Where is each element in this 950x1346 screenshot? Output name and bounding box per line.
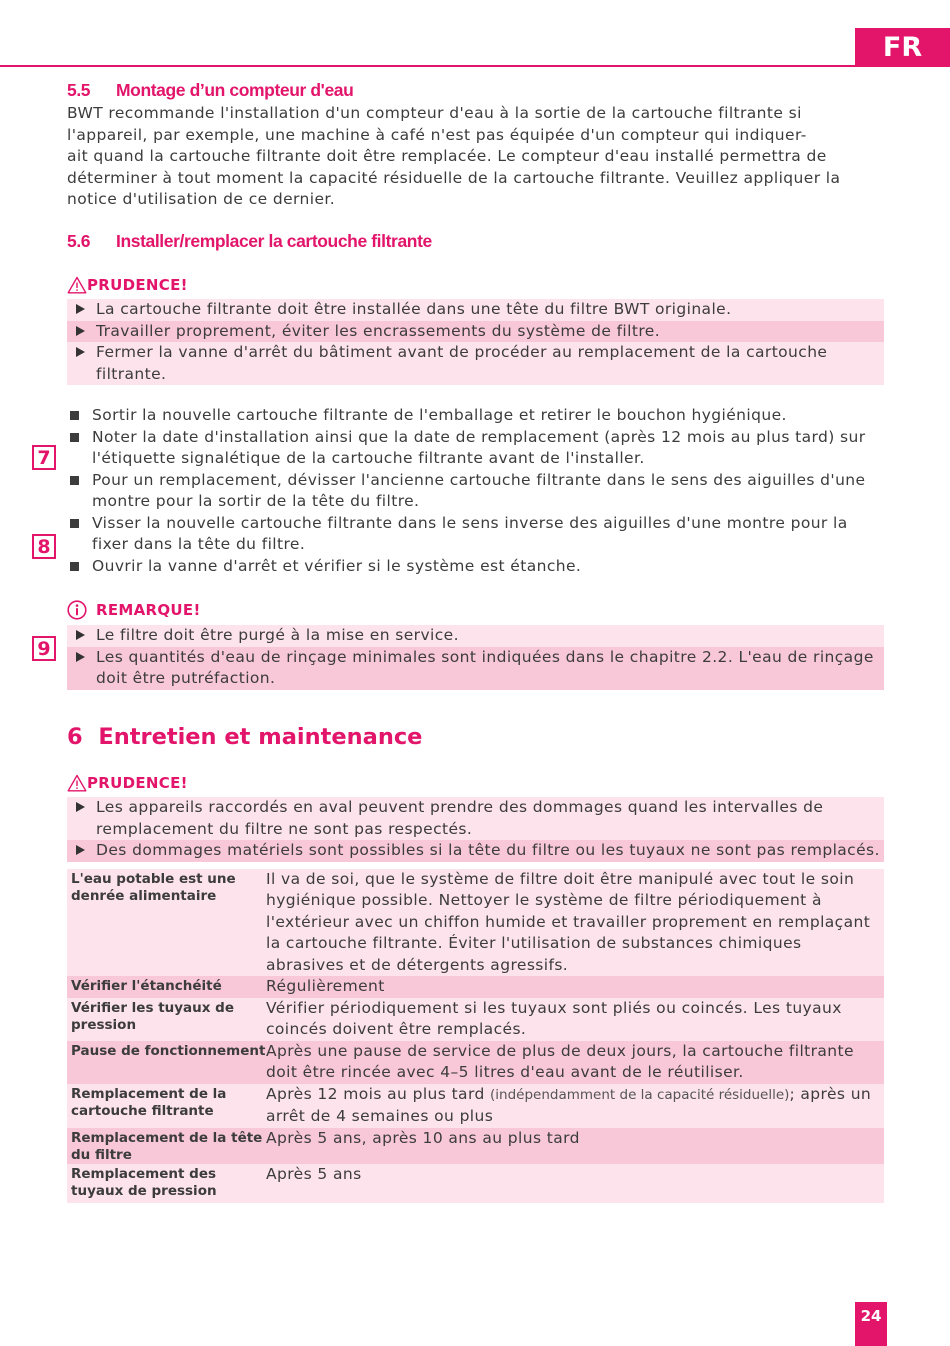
chapter-6 bbox=[67, 724, 884, 750]
note-box-5-6 bbox=[67, 600, 884, 690]
info-icon bbox=[67, 600, 87, 620]
page-number: 24 bbox=[855, 1302, 887, 1346]
table-row bbox=[67, 869, 884, 977]
triangle-bullet-icon bbox=[76, 652, 85, 662]
table-value: Régulièrement bbox=[266, 977, 385, 995]
triangle-bullet-icon bbox=[76, 326, 85, 336]
table-value: Vérifier périodiquement si les tuyaux sont pliés ou coincés. Les tuyaux coincés doivent être remplacés. bbox=[266, 998, 842, 1038]
table-value: Il va de soi, que le système de filtre doit être manipulé avec tout le soin hygiénique possible. Nettoyer le système de filtre périodiquement à l'extérieur avec un chiffon humide et travailler proprement en remplaçant la cartouche filtrante. Éviter l'utilisation de substances chimiques abrasives et de détergents agressifs. bbox=[266, 869, 871, 974]
figure-ref-8: 8 bbox=[32, 534, 56, 559]
warning-icon bbox=[67, 774, 87, 792]
table-value: Après 5 ans bbox=[266, 1164, 362, 1183]
maintenance-table bbox=[67, 869, 884, 1203]
triangle-bullet-icon bbox=[76, 802, 85, 812]
text-line: BWT recommande l'installation d'un compteur d'eau à la sortie de la cartouche filtrante si bbox=[67, 104, 802, 122]
caution-item: Fermer la vanne d'arrêt du bâtiment avant de procéder au remplacement de la cartouche filtrante. bbox=[67, 342, 884, 385]
section-5-6 bbox=[67, 231, 884, 252]
language-tab: FR bbox=[855, 28, 950, 67]
caution-item: La cartouche filtrante doit être installée dans une tête du filtre BWT originale. bbox=[67, 299, 884, 321]
warning-icon bbox=[67, 276, 87, 294]
caution-item: Des dommages matériels sont possibles si la tête du filtre ou les tuyaux ne sont pas remplacés. bbox=[67, 840, 884, 862]
step-item: Visser la nouvelle cartouche filtrante dans le sens inverse des aiguilles d'une montre pour la fixer dans la tête du filtre. bbox=[67, 513, 884, 556]
section-title: Montage d’un compteur d'eau bbox=[116, 80, 354, 100]
table-key: Vérifier les tuyaux de pression bbox=[71, 999, 235, 1033]
table-value: Après une pause de service de plus de deux jours, la cartouche filtrante doit être rincée avec 4–5 litres d'eau avant de le réutiliser. bbox=[266, 1041, 854, 1081]
square-bullet-icon bbox=[70, 562, 79, 571]
caution-list bbox=[67, 299, 884, 385]
step-item: Pour un remplacement, dévisser l'ancienne cartouche filtrante dans le sens des aiguilles d'une montre pour la sortir de la tête du filtre. bbox=[67, 470, 884, 513]
table-key: Pause de fonctionnement bbox=[71, 1042, 266, 1059]
steps-5-6 bbox=[67, 405, 884, 577]
table-key: Vérifier l'étanchéité bbox=[71, 978, 222, 994]
caution-item: Travailler proprement, éviter les encrassements du système de filtre. bbox=[67, 321, 884, 343]
caution-title bbox=[67, 276, 884, 294]
table-key: Remplacement de la cartouche filtrante bbox=[71, 1085, 227, 1119]
header-rule bbox=[0, 65, 855, 67]
note-title bbox=[67, 600, 884, 620]
section-5-5-text bbox=[67, 103, 884, 211]
caution-label: PRUDENCE! bbox=[87, 774, 188, 792]
section-number: 5.6 bbox=[67, 231, 91, 251]
caution-title bbox=[67, 774, 884, 792]
caution-box-5-6 bbox=[67, 276, 884, 385]
step-list bbox=[67, 405, 884, 577]
section-number: 5.5 bbox=[67, 80, 91, 100]
caution-label: PRUDENCE! bbox=[87, 276, 188, 294]
figure-ref-9: 9 bbox=[32, 636, 56, 661]
caution-list bbox=[67, 797, 884, 862]
note-list bbox=[67, 625, 884, 690]
note-label: REMARQUE! bbox=[96, 601, 201, 619]
section-5-6-heading bbox=[67, 231, 884, 252]
table-row bbox=[67, 1041, 884, 1084]
note-item: Le filtre doit être purgé à la mise en service. bbox=[67, 625, 884, 647]
note-item: Les quantités d'eau de rinçage minimales sont indiquées dans le chapitre 2.2. L'eau de rinçage doit être putréfaction. bbox=[67, 647, 884, 690]
text-line: ait quand la cartouche filtrante doit être remplacée. Le compteur d'eau installé permettra de bbox=[67, 147, 827, 165]
square-bullet-icon bbox=[70, 476, 79, 485]
text-line: notice d'utilisation de ce dernier. bbox=[67, 190, 336, 208]
square-bullet-icon bbox=[70, 519, 79, 528]
table-row bbox=[67, 976, 884, 998]
chapter-heading bbox=[67, 724, 884, 750]
triangle-bullet-icon bbox=[76, 630, 85, 640]
step-item: Noter la date d'installation ainsi que la date de remplacement (après 12 mois au plus tard) sur l'étiquette signalétique de la cartouche filtrante avant de l'installer. bbox=[67, 427, 884, 470]
table-row bbox=[67, 1164, 884, 1203]
square-bullet-icon bbox=[70, 433, 79, 442]
table-row bbox=[67, 998, 884, 1041]
table-row bbox=[67, 1084, 884, 1128]
table-key: Remplacement des tuyaux de pression bbox=[71, 1165, 217, 1199]
section-title: Installer/remplacer la cartouche filtrante bbox=[116, 231, 432, 251]
table-value: Après 12 mois au plus tard (indépendamment de la capacité résiduelle); après un arrêt de 4 semaines ou plus bbox=[266, 1084, 872, 1125]
figure-ref-7: 7 bbox=[32, 445, 56, 470]
caution-box-6 bbox=[67, 774, 884, 1203]
text-line: l'appareil, par exemple, une machine à café n'est pas équipée d'un compteur qui indiquer- bbox=[67, 125, 807, 144]
table-row bbox=[67, 1128, 884, 1164]
section-5-5 bbox=[67, 80, 884, 211]
square-bullet-icon bbox=[70, 411, 79, 420]
section-5-5-heading bbox=[67, 80, 884, 101]
table-key: Remplacement de la tête du filtre bbox=[71, 1129, 263, 1163]
step-item: Sortir la nouvelle cartouche filtrante de l'emballage et retirer le bouchon hygiénique. bbox=[67, 405, 884, 427]
triangle-bullet-icon bbox=[76, 304, 85, 314]
table-key: L'eau potable est une denrée alimentaire bbox=[71, 870, 236, 904]
text-line: déterminer à tout moment la capacité résiduelle de la cartouche filtrante. Veuillez appliquer la bbox=[67, 168, 841, 187]
step-item: Ouvrir la vanne d'arrêt et vérifier si le système est étanche. bbox=[67, 556, 884, 578]
triangle-bullet-icon bbox=[76, 845, 85, 855]
chapter-title: Entretien et maintenance bbox=[98, 724, 423, 750]
triangle-bullet-icon bbox=[76, 347, 85, 357]
caution-item: Les appareils raccordés en aval peuvent prendre des dommages quand les intervalles de remplacement du filtre ne sont pas respectés. bbox=[67, 797, 884, 840]
chapter-number: 6 bbox=[67, 724, 83, 750]
table-value: Après 5 ans, après 10 ans au plus tard bbox=[266, 1128, 580, 1147]
